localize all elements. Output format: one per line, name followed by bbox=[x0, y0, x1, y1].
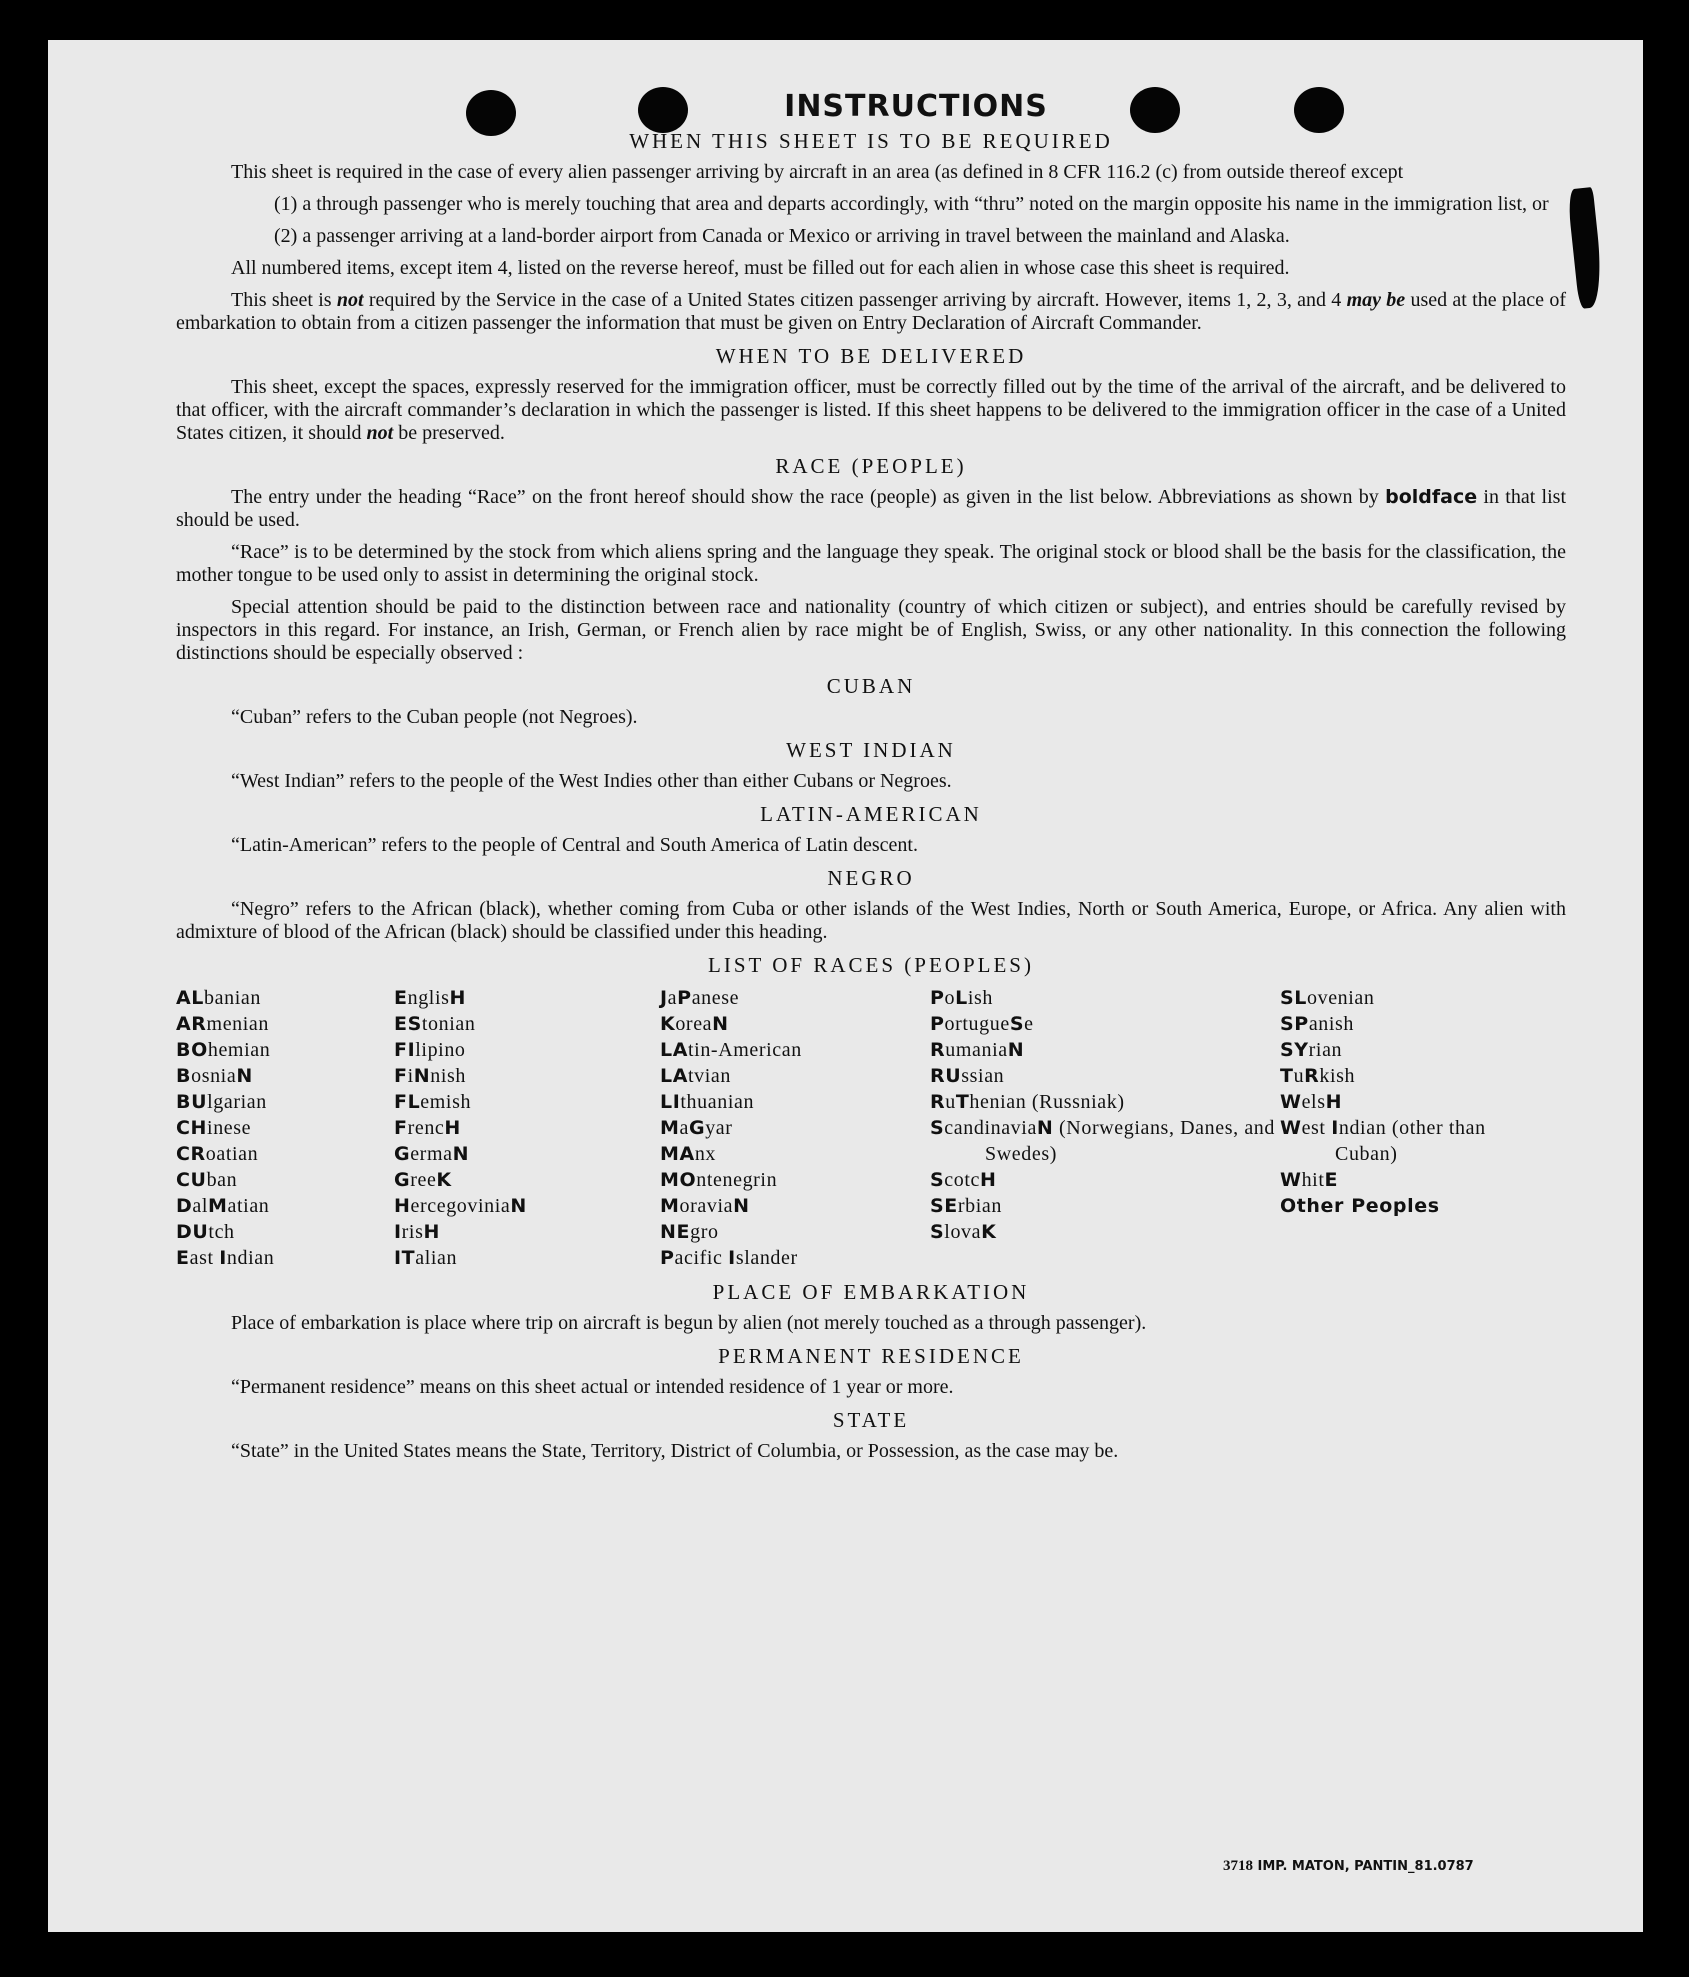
race-abbreviation: N bbox=[413, 1065, 431, 1087]
race-text: inese bbox=[207, 1117, 252, 1139]
race-abbreviation: I bbox=[728, 1247, 736, 1269]
page-title: INSTRUCTIONS bbox=[784, 89, 1048, 124]
delivered-text: This sheet, except the spaces, expressly reserved for the immigration officer, must be correctly filled out by the time of the arrival of the aircraft, and be delivered to that officer, with the aircraft commander’s declaration in which the passenger is listed. If this sheet happens to be delivered to the immigration officer in the case of a United States citizen, it should bbox=[176, 376, 1566, 444]
race-abbreviation: T bbox=[1280, 1065, 1294, 1087]
race-text: ndian (other than Cuban) bbox=[1335, 1117, 1486, 1165]
race-item bbox=[660, 1219, 930, 1245]
section-heading-negro: NEGRO bbox=[827, 866, 915, 890]
race-abbreviation: M bbox=[660, 1117, 680, 1139]
race-item bbox=[1280, 1011, 1530, 1037]
form-number: 3718 bbox=[1223, 1858, 1253, 1874]
race-abbreviation: CH bbox=[176, 1117, 208, 1139]
race-abbreviation: K bbox=[436, 1169, 452, 1191]
race-abbreviation: R bbox=[930, 1091, 946, 1113]
race-text: kish bbox=[1319, 1065, 1356, 1087]
section-heading-permanent-residence: PERMANENT RESIDENCE bbox=[718, 1344, 1024, 1368]
race-text: ssian bbox=[961, 1065, 1005, 1087]
when-required-intro: This sheet is required in the case of every alien passenger arriving by aircraft in an area (as defined in 8 CFR 116.2 (c) from outside thereof except bbox=[231, 161, 1404, 183]
race-abbreviation: R bbox=[1304, 1065, 1320, 1087]
race-text: ast bbox=[189, 1247, 220, 1269]
race-item bbox=[394, 1219, 660, 1245]
race-abbreviation: N bbox=[1036, 1117, 1054, 1139]
races-list bbox=[176, 985, 1566, 1271]
race-text: tch bbox=[208, 1221, 235, 1243]
race-abbreviation: H bbox=[449, 987, 467, 1009]
race-item bbox=[660, 1193, 930, 1219]
race-abbreviation: LA bbox=[660, 1039, 689, 1061]
races-column bbox=[1280, 985, 1530, 1271]
race-abbreviation: F bbox=[394, 1117, 408, 1139]
race-item bbox=[394, 985, 660, 1011]
race-item bbox=[660, 1115, 930, 1141]
race-item bbox=[930, 1011, 1280, 1037]
race-text: anish bbox=[1308, 1013, 1355, 1035]
race-text: a bbox=[679, 1117, 689, 1139]
race-abbreviation: MA bbox=[660, 1143, 695, 1165]
para3-text: This sheet is bbox=[231, 289, 337, 311]
race-abbreviation: W bbox=[1280, 1117, 1302, 1139]
exception-item-1: (1) a through passenger who is merely touching that area and departs accordingly, with “thru” noted on the margin opposite his name in the immigration list, or bbox=[274, 193, 1549, 215]
race-item bbox=[176, 1037, 394, 1063]
latin-american-text: “Latin-American” refers to the people of Central and South America of Latin descent. bbox=[231, 834, 918, 856]
race-item bbox=[176, 1219, 394, 1245]
race-item bbox=[660, 1089, 930, 1115]
race-text: acific bbox=[674, 1247, 729, 1269]
race-abbreviation: BO bbox=[176, 1039, 208, 1061]
race-item bbox=[660, 1167, 930, 1193]
instructions-content bbox=[176, 89, 1566, 1472]
race-abbreviation: I bbox=[1331, 1117, 1339, 1139]
race-text: oatian bbox=[205, 1143, 259, 1165]
race-item bbox=[1280, 985, 1530, 1011]
race-item bbox=[1280, 1167, 1530, 1193]
printer-imprint bbox=[1223, 1858, 1474, 1875]
race-abbreviation: MO bbox=[660, 1169, 697, 1191]
imprint-text: IMP. MATON, PANTIN_81.0787 bbox=[1257, 1859, 1474, 1874]
race-text: candinavia bbox=[944, 1117, 1037, 1139]
race-text: The entry under the heading “Race” on the front hereof should show the race (people) as given in the list below. Abbreviations as shown by bbox=[231, 486, 1386, 508]
race-text: hit bbox=[1301, 1169, 1325, 1191]
race-item bbox=[176, 1011, 394, 1037]
race-item bbox=[176, 985, 394, 1011]
race-item bbox=[660, 1141, 930, 1167]
race-abbreviation: S bbox=[930, 1169, 945, 1191]
race-abbreviation: E bbox=[1324, 1169, 1339, 1191]
race-abbreviation: AL bbox=[176, 987, 205, 1009]
race-abbreviation: I bbox=[394, 1221, 402, 1243]
race-abbreviation: L bbox=[955, 987, 968, 1009]
race-abbreviation: P bbox=[677, 987, 692, 1009]
race-abbreviation: CR bbox=[176, 1143, 206, 1165]
race-text: o bbox=[944, 987, 956, 1009]
section-heading-when-required: WHEN THIS SHEET IS TO BE REQUIRED bbox=[629, 129, 1113, 153]
race-text: cotc bbox=[944, 1169, 981, 1191]
race-item bbox=[1280, 1089, 1530, 1115]
when-required-para2: All numbered items, except item 4, listed on the reverse hereof, must be filled out for each alien in whose case this sheet is required. bbox=[231, 257, 1290, 279]
race-item bbox=[394, 1141, 660, 1167]
race-text: hemian bbox=[207, 1039, 271, 1061]
race-text: henian (Russniak) bbox=[969, 1091, 1125, 1113]
race-para1 bbox=[176, 486, 1566, 532]
race-text: lgarian bbox=[207, 1091, 267, 1113]
race-text: yar bbox=[705, 1117, 733, 1139]
race-abbreviation: FL bbox=[394, 1091, 421, 1113]
race-item bbox=[394, 1089, 660, 1115]
race-abbreviation: ES bbox=[394, 1013, 422, 1035]
race-item bbox=[930, 1089, 1280, 1115]
section-heading-west-indian: WEST INDIAN bbox=[786, 738, 956, 762]
race-abbreviation: N bbox=[1007, 1039, 1025, 1061]
race-text: est bbox=[1301, 1117, 1332, 1139]
race-text: ortugue bbox=[944, 1013, 1010, 1035]
race-abbreviation: N bbox=[712, 1013, 729, 1035]
race-item bbox=[394, 1193, 660, 1219]
negro-text: “Negro” refers to the African (black), whether coming from Cuba or other islands of the West Indies, North or South America, Europe, or Africa. Any alien with admixture of blood of the African (black) should be classified under this heading. bbox=[176, 898, 1566, 943]
race-abbreviation: J bbox=[660, 987, 668, 1009]
race-item bbox=[176, 1089, 394, 1115]
race-text: oravia bbox=[679, 1195, 734, 1217]
when-required-para3 bbox=[176, 289, 1566, 335]
race-abbreviation: I bbox=[219, 1247, 227, 1269]
race-item bbox=[1280, 1037, 1530, 1063]
race-text: ndian bbox=[226, 1247, 275, 1269]
race-abbreviation: H bbox=[394, 1195, 411, 1217]
race-item bbox=[930, 1037, 1280, 1063]
race-item bbox=[176, 1167, 394, 1193]
race-text: orea bbox=[675, 1013, 713, 1035]
para3-text: required by the Service in the case of a United States citizen passenger arriving by aircraft. However, items 1, 2, 3, and 4 bbox=[363, 289, 1347, 311]
document-sheet bbox=[48, 40, 1643, 1932]
section-heading-when-delivered: WHEN TO BE DELIVERED bbox=[715, 344, 1027, 368]
section-heading-race: RACE (PEOPLE) bbox=[775, 454, 967, 478]
race-abbreviation: SE bbox=[930, 1195, 958, 1217]
section-heading-cuban: CUBAN bbox=[826, 674, 916, 698]
race-text: ovenian bbox=[1307, 987, 1375, 1009]
race-text: ish bbox=[967, 987, 993, 1009]
races-column bbox=[930, 985, 1280, 1271]
race-item bbox=[930, 1219, 1280, 1245]
race-text: tvian bbox=[688, 1065, 732, 1087]
para3-may-be: may be bbox=[1346, 289, 1406, 311]
race-abbreviation: E bbox=[394, 987, 408, 1009]
race-abbreviation: NE bbox=[660, 1221, 691, 1243]
race-text: u bbox=[1293, 1065, 1305, 1087]
race-abbreviation: AR bbox=[176, 1013, 207, 1035]
race-item bbox=[930, 1115, 1280, 1167]
race-abbreviation: N bbox=[733, 1195, 750, 1217]
race-text: nish bbox=[430, 1065, 467, 1087]
race-text: lipino bbox=[415, 1039, 466, 1061]
race-item bbox=[930, 1063, 1280, 1089]
race-abbreviation: CU bbox=[176, 1169, 207, 1191]
race-abbreviation: LI bbox=[660, 1091, 681, 1113]
race-text: ban bbox=[206, 1169, 238, 1191]
race-abbreviation: P bbox=[930, 1013, 945, 1035]
race-text: tonian bbox=[421, 1013, 476, 1035]
race-text: thuanian bbox=[680, 1091, 755, 1113]
race-text: atian bbox=[227, 1195, 270, 1217]
race-text: ree bbox=[410, 1169, 437, 1191]
torn-corner bbox=[1567, 187, 1605, 309]
state-text: “State” in the United States means the State, Territory, District of Columbia, or Possession, as the case may be. bbox=[231, 1440, 1119, 1462]
race-item bbox=[394, 1011, 660, 1037]
race-text: lova bbox=[944, 1221, 982, 1243]
race-text: ris bbox=[401, 1221, 424, 1243]
races-column bbox=[660, 985, 930, 1271]
race-abbreviation: M bbox=[660, 1195, 680, 1217]
race-text: rian bbox=[1308, 1039, 1343, 1061]
race-abbreviation: Other Peoples bbox=[1280, 1195, 1440, 1217]
section-heading-embarkation: PLACE OF EMBARKATION bbox=[712, 1280, 1030, 1304]
race-abbreviation: H bbox=[444, 1117, 461, 1139]
race-abbreviation: W bbox=[1280, 1169, 1302, 1191]
race-abbreviation: RU bbox=[930, 1065, 962, 1087]
race-abbreviation: H bbox=[980, 1169, 997, 1191]
race-text: osnia bbox=[191, 1065, 237, 1087]
race-abbreviation: H bbox=[423, 1221, 440, 1243]
race-item bbox=[660, 985, 930, 1011]
race-text: alian bbox=[415, 1247, 458, 1269]
race-text: u bbox=[945, 1091, 956, 1113]
race-abbreviation: K bbox=[981, 1221, 997, 1243]
race-abbreviation: SL bbox=[1280, 987, 1307, 1009]
race-item bbox=[394, 1115, 660, 1141]
race-text: emish bbox=[420, 1091, 472, 1113]
race-item bbox=[660, 1011, 930, 1037]
race-item bbox=[1280, 1193, 1530, 1219]
west-indian-text: “West Indian” refers to the people of the West Indies other than either Cubans or Negroes. bbox=[231, 770, 952, 792]
race-abbreviation: S bbox=[930, 1221, 945, 1243]
race-abbreviation: P bbox=[930, 987, 945, 1009]
race-boldface: boldface bbox=[1385, 486, 1478, 508]
race-para2: “Race” is to be determined by the stock from which aliens spring and the language they speak. The original stock or blood shall be the basis for the classification, the mother tongue to be used only to assist in determining the original stock. bbox=[176, 541, 1566, 586]
section-heading-latin-american: LATIN-AMERICAN bbox=[760, 802, 982, 826]
race-text: menian bbox=[206, 1013, 270, 1035]
section-heading-list-of-races: LIST OF RACES (PEOPLES) bbox=[708, 953, 1034, 977]
race-abbreviation: R bbox=[930, 1039, 946, 1061]
race-item bbox=[930, 1193, 1280, 1219]
race-abbreviation: FI bbox=[394, 1039, 416, 1061]
race-para3: Special attention should be paid to the distinction between race and nationality (country of which citizen or subject), and entries should be carefully revised by inspectors in this regard. For instance, an Irish, German, or French alien by race might be of English, Swiss, or any other nationality. In this connection the following distinctions should be especially observed : bbox=[176, 596, 1566, 664]
race-text: erma bbox=[410, 1143, 453, 1165]
race-text: els bbox=[1301, 1091, 1326, 1113]
race-abbreviation: W bbox=[1280, 1091, 1302, 1113]
delivered-text: be preserved. bbox=[393, 422, 505, 444]
exception-item-2: (2) a passenger arriving at a land-border airport from Canada or Mexico or arriving in travel between the mainland and Alaska. bbox=[274, 225, 1290, 247]
race-text: ntenegrin bbox=[696, 1169, 778, 1191]
race-abbreviation: D bbox=[176, 1195, 193, 1217]
race-text: in that list should be used. bbox=[176, 486, 1566, 531]
race-abbreviation: DU bbox=[176, 1221, 209, 1243]
race-item bbox=[394, 1245, 660, 1271]
section-heading-state: STATE bbox=[832, 1408, 910, 1432]
race-abbreviation: B bbox=[176, 1065, 192, 1087]
race-text: rbian bbox=[957, 1195, 1002, 1217]
race-abbreviation: F bbox=[394, 1065, 408, 1087]
race-abbreviation: IT bbox=[394, 1247, 416, 1269]
para3-not: not bbox=[336, 289, 364, 311]
race-item bbox=[176, 1115, 394, 1141]
race-item bbox=[660, 1245, 930, 1271]
cuban-text: “Cuban” refers to the Cuban people (not Negroes). bbox=[231, 706, 638, 728]
race-abbreviation: P bbox=[660, 1247, 675, 1269]
race-text: banian bbox=[204, 987, 261, 1009]
embarkation-text: Place of embarkation is place where trip on aircraft is begun by alien (not merely touched as a through passenger). bbox=[231, 1312, 1147, 1334]
race-text: tin-American bbox=[688, 1039, 802, 1061]
race-abbreviation: SP bbox=[1280, 1013, 1309, 1035]
race-item bbox=[930, 985, 1280, 1011]
race-text: (Norwegians, Danes, and Swedes) bbox=[985, 1117, 1275, 1165]
race-text: a bbox=[667, 987, 678, 1009]
race-text: anese bbox=[691, 987, 740, 1009]
para3-text: used at the place of embarkation to obtain from a citizen passenger the information that must be given on Entry Declaration of Aircraft Commander. bbox=[176, 289, 1566, 334]
race-text: renc bbox=[407, 1117, 445, 1139]
race-text: i bbox=[407, 1065, 414, 1087]
race-item bbox=[660, 1063, 930, 1089]
race-item bbox=[660, 1037, 930, 1063]
race-abbreviation: N bbox=[452, 1143, 470, 1165]
race-abbreviation: G bbox=[394, 1143, 411, 1165]
race-abbreviation: T bbox=[955, 1091, 970, 1113]
race-text: nx bbox=[694, 1143, 717, 1165]
race-abbreviation: G bbox=[394, 1169, 411, 1191]
race-abbreviation: M bbox=[208, 1195, 228, 1217]
race-abbreviation: N bbox=[510, 1195, 527, 1217]
race-abbreviation: SY bbox=[1280, 1039, 1309, 1061]
race-text: ercegovinia bbox=[410, 1195, 511, 1217]
race-text: gro bbox=[690, 1221, 719, 1243]
race-text: umania bbox=[945, 1039, 1008, 1061]
race-abbreviation: S bbox=[930, 1117, 945, 1139]
race-item bbox=[1280, 1063, 1530, 1089]
race-item bbox=[176, 1193, 394, 1219]
when-delivered-text bbox=[176, 376, 1566, 445]
race-abbreviation: H bbox=[1325, 1091, 1343, 1113]
race-abbreviation: S bbox=[1009, 1013, 1025, 1035]
race-item bbox=[176, 1141, 394, 1167]
race-abbreviation: E bbox=[176, 1247, 190, 1269]
race-item bbox=[930, 1167, 1280, 1193]
race-item bbox=[394, 1167, 660, 1193]
race-text: slander bbox=[735, 1247, 798, 1269]
race-abbreviation: G bbox=[689, 1117, 706, 1139]
delivered-not: not bbox=[366, 422, 394, 444]
race-text: nglis bbox=[407, 987, 450, 1009]
races-column bbox=[394, 985, 660, 1271]
race-abbreviation: N bbox=[236, 1065, 253, 1087]
race-item bbox=[1280, 1115, 1530, 1167]
race-item bbox=[176, 1245, 394, 1271]
race-abbreviation: BU bbox=[176, 1091, 208, 1113]
race-abbreviation: K bbox=[660, 1013, 676, 1035]
race-text: e bbox=[1024, 1013, 1034, 1035]
races-column bbox=[176, 985, 394, 1271]
permanent-residence-text: “Permanent residence” means on this sheet actual or intended residence of 1 year or more. bbox=[231, 1376, 954, 1398]
race-item bbox=[176, 1063, 394, 1089]
race-text: al bbox=[192, 1195, 209, 1217]
race-item bbox=[394, 1037, 660, 1063]
race-abbreviation: LA bbox=[660, 1065, 689, 1087]
race-item bbox=[394, 1063, 660, 1089]
